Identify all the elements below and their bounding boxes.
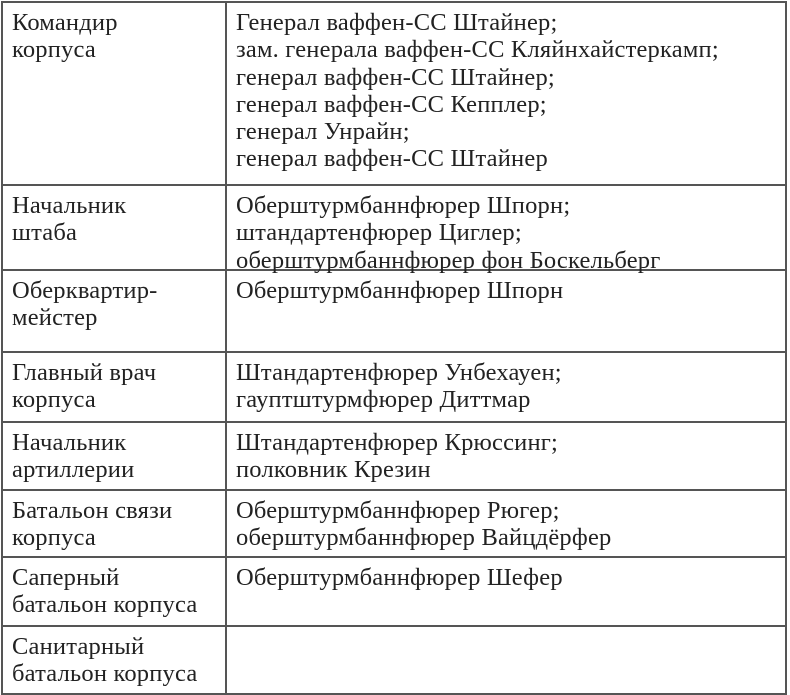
role-text: Начальник <box>12 429 127 456</box>
role-cell <box>3 627 227 693</box>
corps-command-table <box>1 1 787 695</box>
role-text: Главный врач <box>12 359 157 386</box>
role-text: корпуса <box>12 524 96 552</box>
table-row <box>3 491 785 558</box>
role-text: штаба <box>12 219 78 247</box>
person-entry: гауптштурмфюрер Диттмар <box>236 386 531 414</box>
persons-cell <box>227 271 785 351</box>
role-text: Батальон связи <box>12 497 173 524</box>
persons-cell <box>227 627 785 693</box>
role-cell <box>3 186 227 269</box>
role-cell <box>3 353 227 421</box>
person-entry: оберштурмбаннфюрер фон Боскельберг <box>236 246 661 274</box>
role-cell <box>3 491 227 556</box>
role-cell <box>3 423 227 489</box>
persons-cell <box>227 353 785 421</box>
person-entry: Оберштурмбаннфюрер Шпорн <box>236 277 564 304</box>
persons-cell <box>227 558 785 625</box>
table-row <box>3 271 785 353</box>
person-entry: Оберштурмбаннфюрер Шпорн; <box>236 192 571 219</box>
role-text: Командир <box>12 9 118 36</box>
persons-cell <box>227 491 785 556</box>
person-entry: Оберштурмбаннфюрер Рюгер; <box>236 497 560 524</box>
person-entry: генерал ваффен-СС Штайнер <box>236 145 548 173</box>
person-entry: генерал ваффен-СС Штайнер; <box>236 63 555 91</box>
person-entry: оберштурмбаннфюрер Вайцдёрфер <box>236 524 612 552</box>
person-entry: генерал Унрайн; <box>236 118 410 146</box>
person-entry: Оберштурмбаннфюрер Шефер <box>236 564 563 591</box>
role-text: Саперный <box>12 564 120 591</box>
table-row <box>3 627 785 693</box>
role-text: Санитарный <box>12 633 145 660</box>
role-text: мейстер <box>12 304 98 332</box>
role-text: батальон корпуса <box>12 660 198 688</box>
table-row <box>3 186 785 274</box>
role-text: батальон корпуса <box>12 591 198 619</box>
role-text: артиллерии <box>12 456 135 484</box>
role-text: Начальник <box>12 192 127 219</box>
persons-cell <box>227 3 785 184</box>
person-entry: генерал ваффен-СС Кепплер; <box>236 90 547 118</box>
person-entry: зам. генерала ваффен-СС Кляйнхайстеркамп; <box>236 36 719 64</box>
persons-cell <box>227 423 785 489</box>
person-entry: Генерал ваффен-СС Штайнер; <box>236 9 558 36</box>
person-entry: Штандартенфюрер Крюссинг; <box>236 429 559 456</box>
person-entry: Штандартенфюрер Унбехауен; <box>236 359 562 386</box>
role-text: корпуса <box>12 36 96 64</box>
table-row <box>3 558 785 627</box>
role-cell <box>3 271 227 351</box>
role-text: корпуса <box>12 386 96 414</box>
role-cell <box>3 3 227 184</box>
person-entry: штандартенфюрер Циглер; <box>236 219 522 247</box>
table-row <box>3 423 785 491</box>
table-row <box>3 3 785 186</box>
persons-cell <box>227 186 785 274</box>
person-entry: полковник Крезин <box>236 456 431 484</box>
table-row <box>3 353 785 423</box>
role-text: Оберквартир- <box>12 277 158 304</box>
role-cell <box>3 558 227 625</box>
